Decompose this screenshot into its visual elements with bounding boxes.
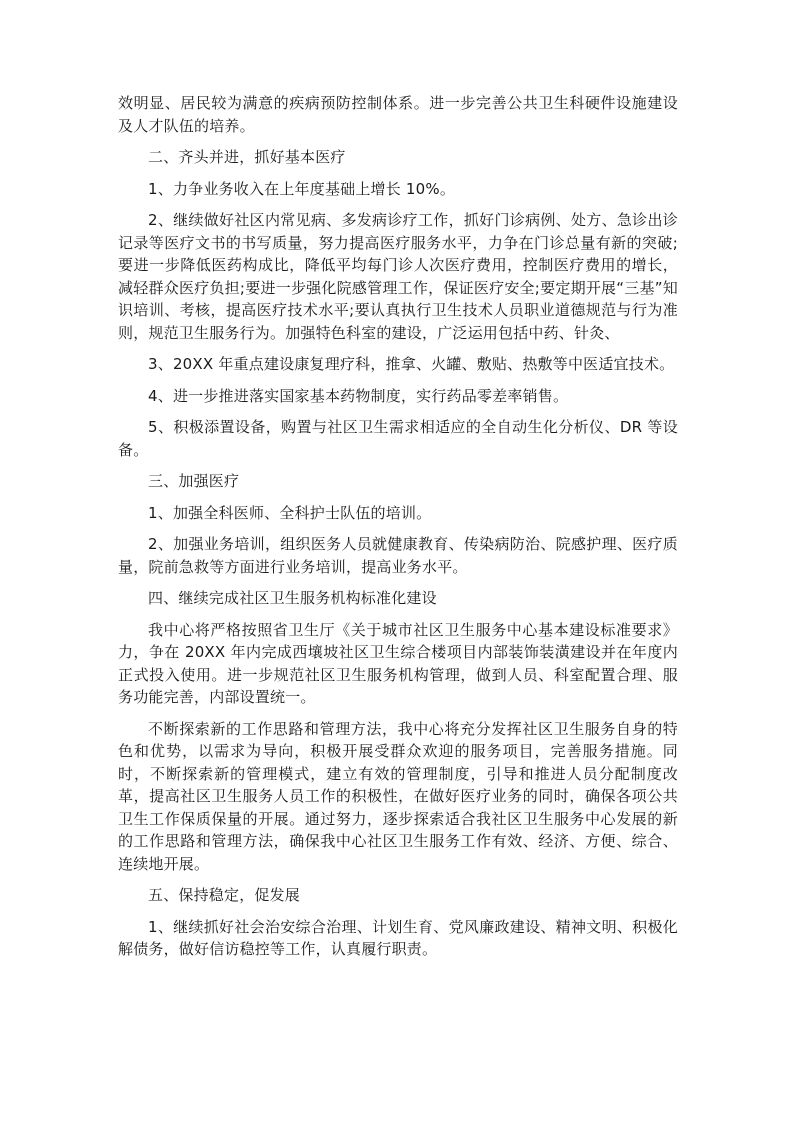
section-heading-5: 五、保持稳定，促发展	[148, 886, 301, 904]
list-item: 2、加强业务培训，组织医务人员就健康教育、传染病防治、院感护理、医疗质量，院前急救等方面进行业务培训，提高业务水平。	[118, 535, 678, 576]
list-item: 4、进一步推进落实国家基本药物制度，实行药品零差率销售。	[148, 386, 569, 405]
list-item: 5、积极添置设备，购置与社区卫生需求相适应的全自动生化分析仪、DR 等设备。	[118, 418, 678, 459]
list-item: 2、继续做好社区内常见病、多发病诊疗工作，抓好门诊病例、处方、急诊出诊记录等医疗文书的书写质量，努力提高医疗服务水平，力争在门诊总量有新的突破;要进一步降低医药构成比，降低平均每门诊人次医疗费用，控制医疗费用的增长，减轻群众医疗负担;要进一步强化院感管理工作，保证医疗安全;要定期开展“三基”知识培训、考核，提高医疗技术水平;要认真执行卫生技术人员职业道德规范与行为准则，规范卫生服务行为。加强特色科室的建设，广泛运用包括中药、针灸、	[118, 211, 678, 342]
list-item: 1、力争业务收入在上年度基础上增长 10%。	[148, 179, 456, 198]
body-paragraph: 我中心将严格按照省卫生厅《关于城市社区卫生服务中心基本建设标准要求》力，争在 20XX 年内完成西壤坡社区卫生综合楼项目内部装饰装潢建设并在年度内正式投入使用。进一步规范社区卫生服务机构管理，做到人员、科室配置合理、服务功能完善，内部设置统一。	[118, 620, 678, 706]
paragraph-continuation: 效明显、居民较为满意的疾病预防控制体系。进一步完善公共卫生科硬件设施建设及人才队伍的培养。	[118, 94, 678, 135]
list-item: 3、20XX 年重点建设康复理疗科，推拿、火罐、敷贴、热敷等中医适宜技术。	[148, 355, 675, 373]
list-item: 1、继续抓好社会治安综合治理、计划生育、党风廉政建设、精神文明、积极化解债务，做好信访稳控等工作，认真履行职责。	[118, 917, 678, 958]
body-paragraph: 不断探索新的工作思路和管理方法，我中心将充分发挥社区卫生服务自身的特色和优势，以需求为导向，积极开展受群众欢迎的服务项目，完善服务措施。同时，不断探索新的管理模式，建立有效的管理制度，引导和推进人员分配制度改革，提高社区卫生服务人员工作的积极性，在做好医疗业务的同时，确保各项公共卫生工作保质保量的开展。通过努力，逐步探索适合我社区卫生服务中心发展的新的工作思路和管理方法，确保我中心社区卫生服务工作有效、经济、方便、综合、连续地开展。	[118, 719, 678, 873]
document-page	[118, 92, 678, 970]
section-heading-4: 四、继续完成社区卫生服务机构标准化建设	[148, 589, 437, 607]
section-heading-3: 三、加强医疗	[148, 472, 240, 490]
list-item: 1、加强全科医师、全科护士队伍的培训。	[148, 503, 432, 522]
section-heading-2: 二、齐头并进，抓好基本医疗	[148, 148, 346, 166]
